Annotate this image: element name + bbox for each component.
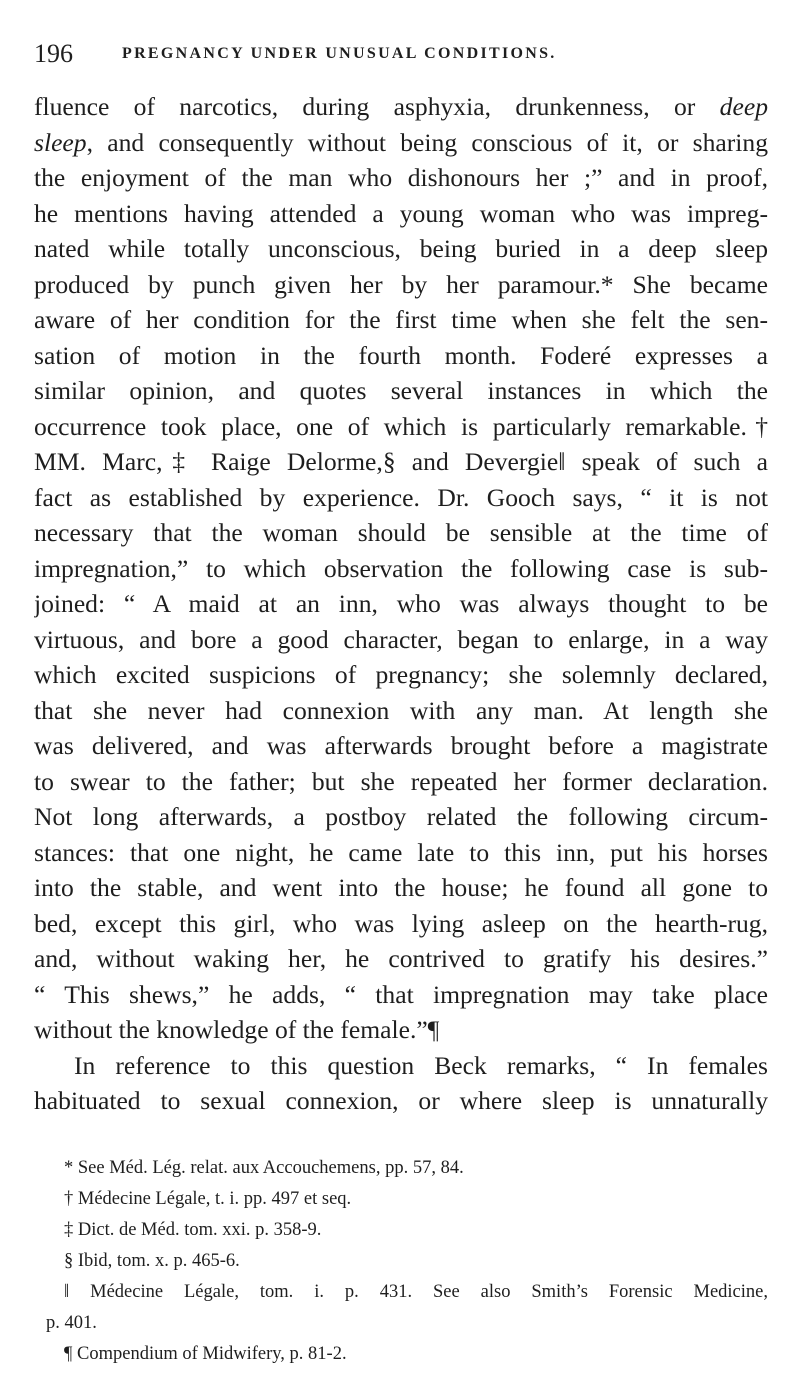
footnote: § Ibid, tom. x. p. 465-6. [64, 1251, 240, 1271]
text-line: into the stable, and went into the house; he found all gone to [34, 873, 768, 902]
text-line: occurrence took place, one of which is particularly remarkable.† [34, 411, 768, 441]
text-line: that she never had connexion with any man. At length she [34, 695, 768, 725]
text-line: habituated to sexual connexion, or where sleep is unnaturally [34, 1086, 768, 1115]
text-line: without the knowledge of the female.”¶ [34, 1015, 440, 1044]
footnotes [34, 1153, 768, 1370]
text-line: MM. Marc,‡ Raige Delorme,§ and Devergie‖ speak of such a [34, 447, 768, 476]
text-line: the enjoyment of the man who dishonours her ;” and in proof, [34, 163, 768, 192]
text-line: and, without waking her, he contrived to gratify his desires.” [34, 944, 768, 973]
footnote: † Médecine Légale, t. i. pp. 497 et seq. [64, 1189, 352, 1209]
text-line: fact as established by experience. Dr. Gooch says, “ it is not [34, 482, 768, 512]
body-text [34, 89, 768, 1119]
footnote-continuation: p. 401. [46, 1313, 97, 1333]
text-line: “ This shews,” he adds, “ that impregnation may take place [34, 979, 768, 1009]
text-line: similar opinion, and quotes several instances in which the [34, 376, 768, 405]
text-line: joined: “ A maid at an inn, who was always thought to be [34, 589, 768, 618]
footnote: ‖ Médecine Légale, tom. i. p. 431. See also Smith’s Forensic Medicine, [64, 1282, 768, 1302]
text-line: fluence of narcotics, during asphyxia, drunkenness, or deep [34, 92, 768, 121]
text-line: stances: that one night, he came late to this inn, put his horses [34, 837, 768, 867]
text-line: Not long afterwards, a postboy related the following circum- [34, 802, 768, 831]
text-line: which excited suspicions of pregnancy; she solemnly declared, [34, 660, 768, 689]
text-line: nated while totally unconscious, being buried in a deep sleep [34, 234, 768, 263]
text-line: bed, except this girl, who was lying asleep on the hearth-rug, [34, 908, 768, 938]
page-header [34, 36, 768, 72]
footnote: ¶ Compendium of Midwifery, p. 81-2. [64, 1344, 347, 1364]
text-line: aware of her condition for the first time when she felt the sen- [34, 305, 768, 334]
footnote: ‡ Dict. de Méd. tom. xxi. p. 358-9. [64, 1220, 322, 1240]
text-line: was delivered, and was afterwards brought before a magistrate [34, 731, 768, 760]
page-number: 196 [34, 39, 73, 68]
text-line: sleep, and consequently without being conscious of it, or sharing [34, 127, 768, 157]
footnote: * See Méd. Lég. relat. aux Accouchemens, pp. 57, 84. [64, 1158, 464, 1178]
text-line: he mentions having attended a young woman who was impreg- [34, 198, 768, 228]
text-line: necessary that the woman should be sensible at the time of [34, 518, 768, 547]
text-line: to swear to the father; but she repeated her former declaration. [34, 766, 768, 796]
text-line: virtuous, and bore a good character, began to enlarge, in a way [34, 624, 768, 654]
text-line: produced by punch given her by her paramour.* She became [34, 269, 768, 299]
running-head: PREGNANCY UNDER UNUSUAL CONDITIONS. [122, 45, 557, 62]
text-line: impregnation,” to which observation the following case is sub- [34, 553, 768, 583]
paragraph-start-line: In reference to this question Beck remarks, “ In females [74, 1050, 768, 1080]
text-line: sation of motion in the fourth month. Foderé expresses a [34, 340, 768, 370]
